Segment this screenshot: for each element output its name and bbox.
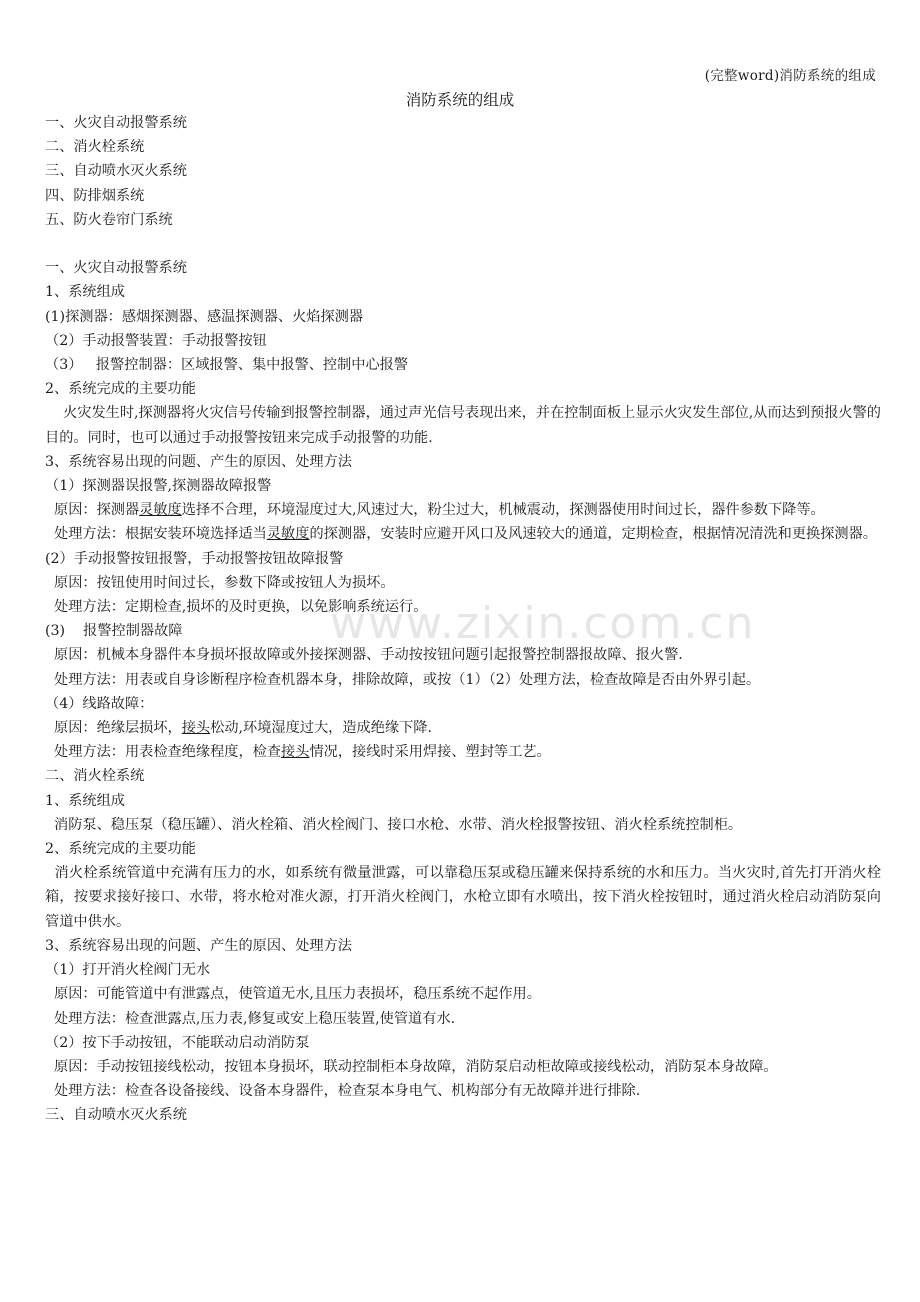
subsection-heading: 1、系统组成 [45, 284, 125, 301]
toc-item: 三、自动喷水灭火系统 [45, 163, 187, 180]
section-heading: 一、火灾自动报警系统 [45, 260, 187, 277]
issue-heading: （4）线路故障： [45, 695, 154, 712]
toc-item: 四、防排烟系统 [45, 187, 145, 204]
list-item: （2）手动报警装置：手动报警按钮 [45, 332, 267, 349]
subsection-heading: 3、系统容易出现的问题、产生的原因、处理方法 [45, 453, 352, 470]
subsection-heading: 3、系统容易出现的问题、产生的原因、处理方法 [45, 937, 352, 954]
list-item: (1)探测器：感烟探测器、感温探测器、火焰探测器 [45, 308, 364, 325]
issue-heading: （2）按下手动按钮，不能联动启动消防泵 [45, 1034, 310, 1051]
section-heading: 三、自动喷水灭火系统 [45, 1107, 187, 1124]
paragraph: 消火栓系统管道中充满有压力的水，如系统有微量泄露，可以靠稳压泵或稳压罐来保持系统的水和压力。当火灾时,首先打开消火栓箱，按要求接好接口、水带，将水枪对准火源，打开消火栓阀门，水枪立即有水喷出，按下消火栓按钮时，通过消火栓启动消防泵向管道中供水。 [45, 865, 882, 930]
issue-heading: (3) 报警控制器故障 [45, 623, 183, 640]
cause-paragraph: 原因：探测器灵敏度选择不合理，环境湿度过大,风速过大，粉尘过大，机械震动，探测器使用时间过长，器件参数下降等。 [45, 502, 825, 519]
cause-paragraph: 原因：可能管道中有泄露点，使管道无水,且压力表损坏，稳压系统不起作用。 [45, 986, 541, 1003]
page-header: (完整word)消防系统的组成 [704, 68, 876, 84]
cause-paragraph: 原因：按钮使用时间过长，参数下降或按钮人为损坏。 [45, 574, 395, 591]
subsection-heading: 2、系统完成的主要功能 [45, 841, 196, 858]
remedy-paragraph: 处理方法：用表或自身诊断程序检查机器本身，排除故障，或按（1）（2）处理方法，检查故障是否由外界引起。 [45, 671, 761, 688]
remedy-paragraph: 处理方法：用表检查绝缘程度，检查接头情况，接线时采用焊接、塑封等工艺。 [45, 744, 551, 761]
section-heading: 二、消火栓系统 [45, 768, 145, 785]
list-item: （3） 报警控制器：区域报警、集中报警、控制中心报警 [45, 357, 409, 374]
cause-paragraph: 原因：绝缘层损坏，接头松动,环境湿度过大，造成绝缘下降. [45, 720, 432, 737]
remedy-paragraph: 处理方法：定期检查,损坏的及时更换，以免影响系统运行。 [45, 599, 428, 616]
remedy-paragraph: 处理方法：检查各设备接线、设备本身器件，检查泵本身电气、机构部分有无故障并进行排除. [45, 1083, 641, 1100]
remedy-paragraph: 处理方法：根据安装环境选择适当灵敏度的探测器，安装时应避开风口及风速较大的通道，定期检查，根据情况清洗和更换探测器。 [45, 526, 877, 543]
toc-item: 一、火灾自动报警系统 [45, 115, 187, 131]
subsection-heading: 2、系统完成的主要功能 [45, 381, 196, 398]
issue-heading: （1）打开消火栓阀门无水 [45, 962, 211, 979]
watermark: www.zixin.com.cn [330, 598, 756, 649]
blank-line [45, 232, 881, 256]
subsection-heading: 1、系统组成 [45, 792, 125, 809]
issue-heading: （1）探测器误报警,探测器故障报警 [45, 478, 272, 495]
remedy-paragraph: 处理方法：检查泄露点,压力表,修复或安上稳压装置,使管道有水. [45, 1010, 456, 1027]
toc-item: 二、消火栓系统 [45, 139, 145, 156]
paragraph: 火灾发生时,探测器将火灾信号传输到报警控制器，通过声光信号表现出来，并在控制面板上显示火灾发生部位,从而达到预报火警的目的。同时，也可以通过手动报警按钮来完成手动报警的功能. [45, 405, 881, 446]
toc-item: 五、防火卷帘门系统 [45, 211, 173, 228]
document-body [45, 111, 881, 1128]
cause-paragraph: 原因：机械本身器件本身损坏报故障或外接探测器、手动按按钮问题引起报警控制器报故障、报火警. [45, 647, 683, 664]
issue-heading: (2）手动报警按钮报警，手动报警按钮故障报警 [45, 550, 344, 567]
cause-paragraph: 原因：手动按钮接线松动，按钮本身损坏，联动控制柜本身故障，消防泵启动柜故障或接线松动，消防泵本身故障。 [45, 1058, 778, 1075]
paragraph: 消防泵、稳压泵（稳压罐）、消火栓箱、消火栓阀门、接口水枪、水带、消火栓报警按钮、消火栓系统控制柜。 [45, 816, 743, 833]
document-title: 消防系统的组成 [405, 91, 515, 109]
